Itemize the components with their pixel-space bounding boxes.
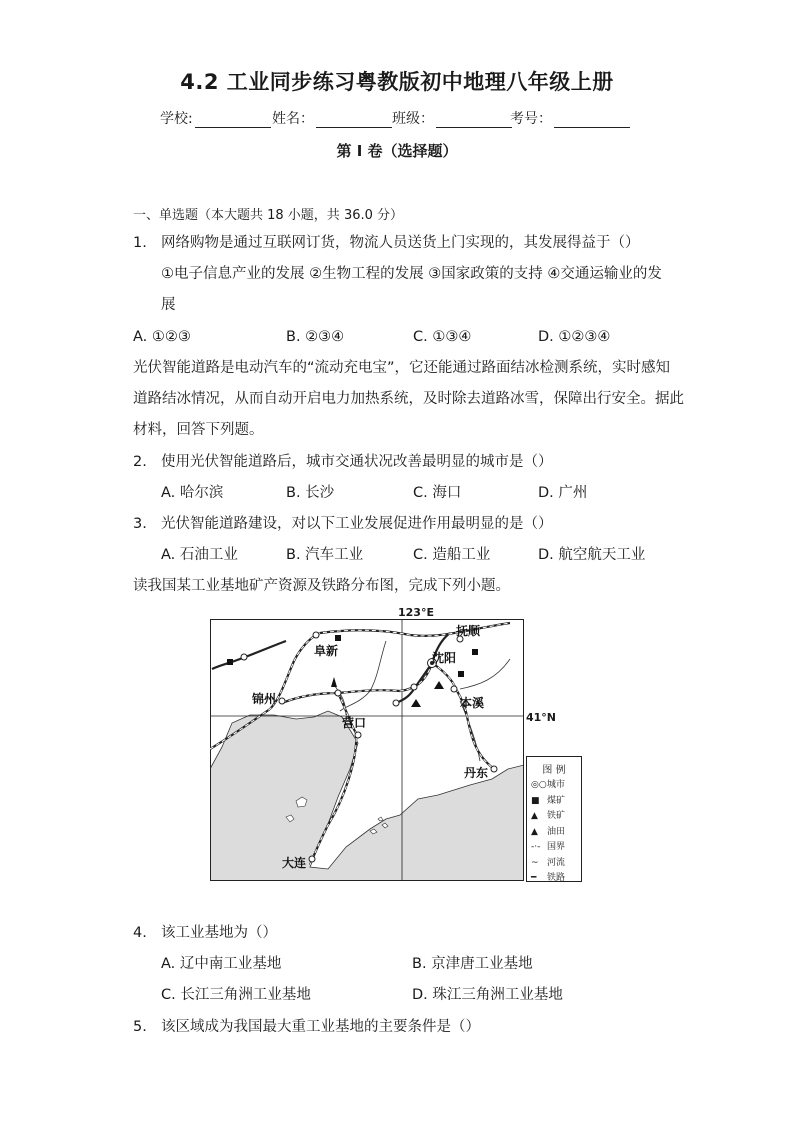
city-marker-benxi [451,686,457,692]
city-marker-fuxin [313,632,319,638]
river [334,685,346,715]
q3-option-a[interactable]: A. 石油工业 [161,547,238,563]
exam-no-label: 考号： [510,111,552,127]
legend-item-railway: ━ 铁路 [531,871,565,887]
coal-symbol-icon: ■ [531,795,540,806]
legend-item-border: -·- 国界 [531,840,565,856]
q1-number: 1. [133,235,147,251]
legend-item-river: ~ 河流 [531,856,565,872]
passage1-line1: 光伏智能道路是电动汽车的“流动充电宝”，它还能通过路面结冰检测系统，实时感知 [133,360,671,376]
river [460,659,510,689]
city-marker-dandong [491,766,497,772]
oil-symbol-icon: ▲ [531,826,538,837]
city-label-benxi: 本溪 [460,696,485,710]
border-symbol-icon: -·- [531,842,541,852]
passage2: 读我国某工业基地矿产资源及铁路分布图，完成下列小题。 [133,578,510,594]
legend-item-city: ◎○城市 [531,778,565,794]
railway [212,641,286,669]
q4-option-b[interactable]: B. 京津唐工业基地 [412,956,533,972]
q3-number: 3. [133,516,147,532]
exam-no-blank[interactable] [554,113,630,128]
q5-stem: 该区域成为我国最大重工业基地的主要条件是（） [161,1019,480,1035]
passage1-line2: 道路结冰情况，从而自动开启电力加热系统，及时除去道路冰雪，保障出行安全。据此 [133,391,684,407]
q1-line3: 展 [161,297,176,313]
railway-symbol-icon: ━ [531,873,537,883]
passage1-line3: 材料，回答下列题。 [133,422,264,438]
river-symbol-icon: ~ [531,857,539,868]
document-title: 4.2 工业同步练习粤教版初中地理八年级上册 [180,70,614,94]
coal-mine-marker [472,649,478,655]
q4-option-a[interactable]: A. 辽中南工业基地 [161,956,282,972]
iron-symbol-icon: ▲ [531,811,538,821]
city-label-fushun: 抚顺 [456,624,481,638]
q1-option-b[interactable]: B. ②③④ [286,329,345,345]
name-label: 姓名： [272,111,314,127]
iron-mine-marker [411,699,421,707]
q2-option-b[interactable]: B. 长沙 [286,485,335,501]
industrial-base-map [210,619,524,881]
city-marker [335,690,341,696]
q1-option-c[interactable]: C. ①③④ [413,329,472,345]
city-label-shenyang: 沈阳 [432,651,457,665]
q4-stem: 该工业基地为（） [161,925,277,941]
city-label-dalian: 大连 [282,856,307,870]
railway [396,663,432,703]
q3-option-d[interactable]: D. 航空航天工业 [538,547,646,563]
q4-number: 4. [133,925,147,941]
city-label-yingkou: 营口 [342,716,367,730]
q4-option-d[interactable]: D. 珠江三角洲工业基地 [412,987,563,1003]
sea-area [210,711,524,881]
city-symbol-icon: ◎○ [531,780,547,790]
island [378,817,383,821]
school-field[interactable] [160,108,271,128]
q1-option-d[interactable]: D. ①②③④ [538,329,611,345]
coal-mine-marker [335,635,341,641]
q4-option-c[interactable]: C. 长江三角洲工业基地 [161,987,311,1003]
legend-item-oil: ▲ 油田 [531,825,565,841]
legend-item-iron: ▲ 铁矿 [531,809,565,825]
exam-no-field[interactable] [510,108,630,128]
class-label: 班级： [392,111,434,127]
q3-option-c[interactable]: C. 造船工业 [413,547,491,563]
river [340,641,386,711]
railway [282,663,432,703]
city-label-dandong: 丹东 [464,766,489,780]
class-blank[interactable] [436,113,512,128]
city-label-fuxin: 阜新 [314,644,339,658]
latitude-label: 41°N [526,711,557,724]
q2-option-a[interactable]: A. 哈尔滨 [161,485,224,501]
q1-option-a[interactable]: A. ①②③ [133,329,191,345]
q1-stem: 网络购物是通过互联网订货，物流人员送货上门实现的，其发展得益于（） [161,235,640,251]
q3-option-b[interactable]: B. 汽车工业 [286,547,364,563]
part-heading: 一、单选题（本大题共 18 小题，共 36.0 分） [133,208,404,223]
q1-line2: ①电子信息产业的发展 ②生物工程的发展 ③国家政策的支持 ④交通运输业的发 [161,266,662,282]
q5-number: 5. [133,1019,147,1035]
q2-number: 2. [133,454,147,470]
city-marker [241,654,247,660]
oilfield-marker [331,677,337,687]
city-marker-dalian [309,856,315,862]
iron-mine-marker [434,681,444,689]
school-blank[interactable] [195,113,271,128]
class-field[interactable] [392,108,512,128]
q2-option-d[interactable]: D. 广州 [538,485,588,501]
city-marker-yingkou [355,732,361,738]
q3-stem: 光伏智能道路建设，对以下工业发展促进作用最明显的是（） [161,516,553,532]
school-label: 学校: [160,111,193,127]
legend-panel [526,756,582,882]
longitude-label: 123°E [398,606,434,619]
q2-stem: 使用光伏智能道路后，城市交通状况改善最明显的城市是（） [161,454,553,470]
q2-option-c[interactable]: C. 海口 [413,485,462,501]
coal-mine-marker [227,659,233,665]
legend-title: 图 例 [542,765,566,776]
name-blank[interactable] [316,113,392,128]
city-marker [411,684,417,690]
city-marker-jinzhou [279,698,285,704]
legend-item-coal: ■ 煤矿 [531,794,565,810]
city-marker [393,700,399,706]
coal-mine-marker [458,671,464,677]
section-title: 第 I 卷（选择题） [336,142,458,160]
city-label-jinzhou: 锦州 [252,692,277,706]
name-field[interactable] [272,108,392,128]
